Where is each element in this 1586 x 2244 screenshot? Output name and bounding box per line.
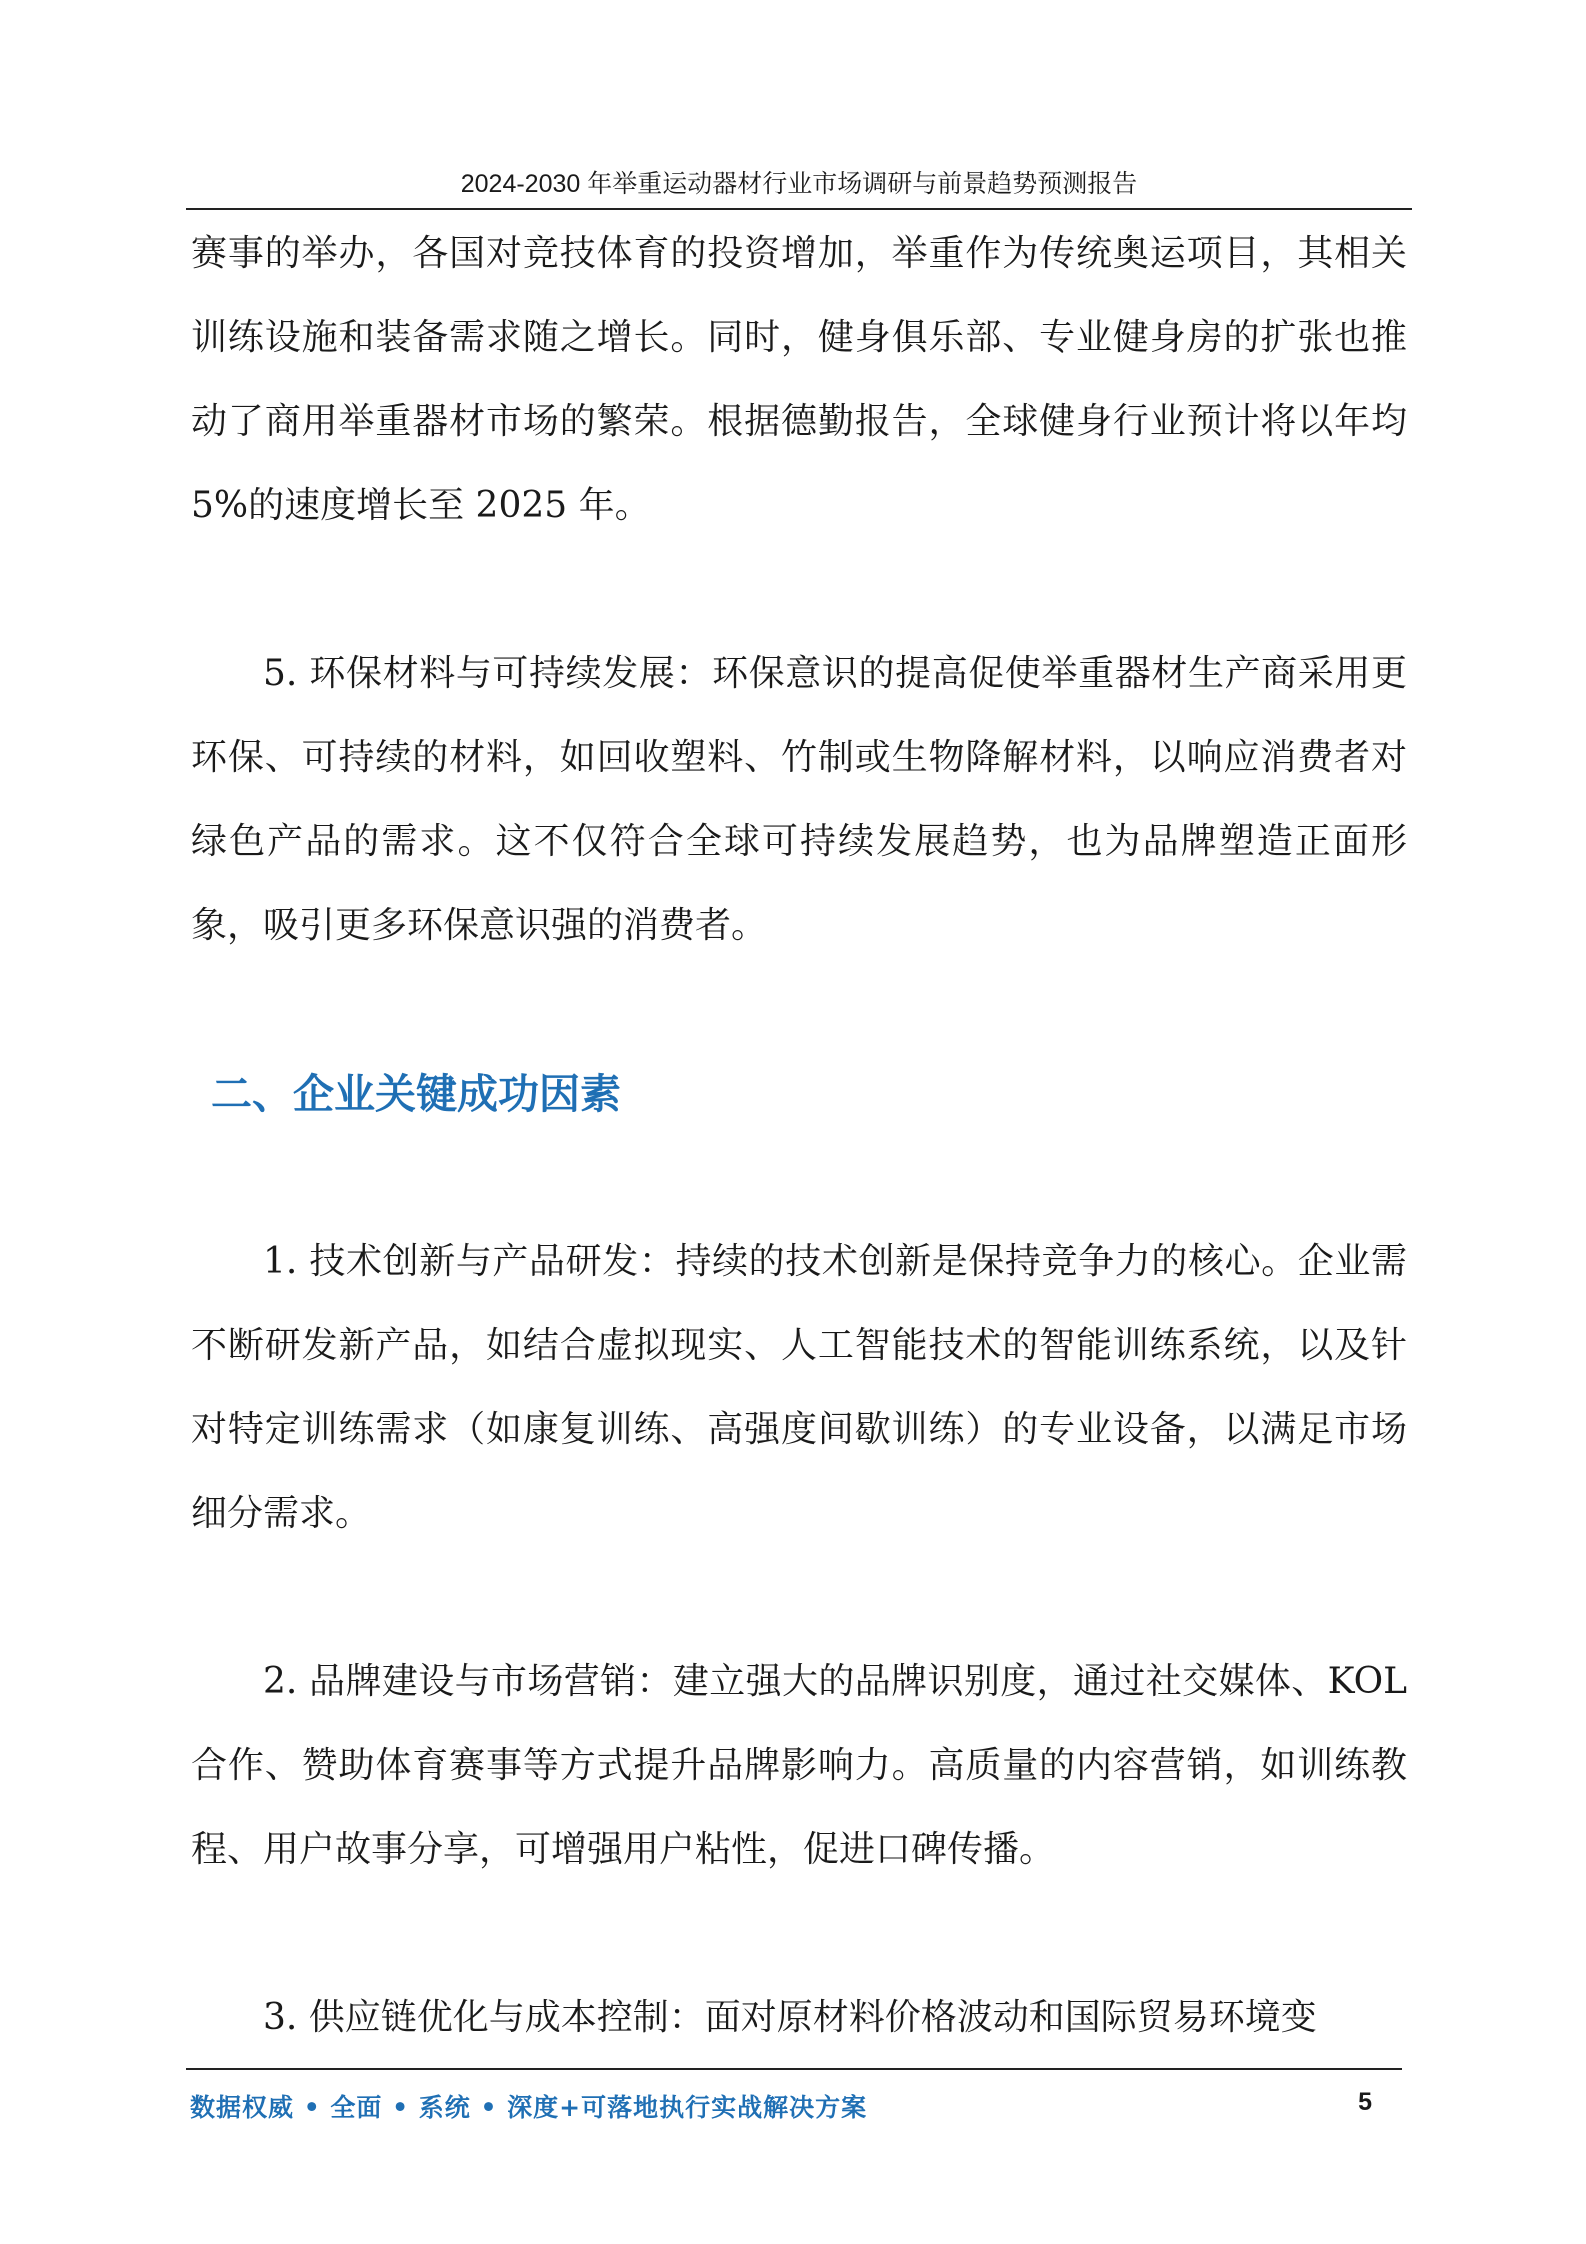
paragraph-continued: 赛事的举办，各国对竞技体育的投资增加，举重作为传统奥运项目，其相关训练设施和装备需求随之增长。同时，健身俱乐部、专业健身房的扩张也推动了商用举重器材市场的繁荣。根据德勤报告，全球健身行业预计将以年均 5%的速度增长至 2025 年。 [191,233,1407,526]
report-title: 2024-2030 年举重运动器材行业市场调研与前景趋势预测报告 [460,170,1138,198]
footer-slogan: 数据权威 • 全面 • 系统 • 深度+可落地执行实战解决方案 [190,2093,868,2122]
page-number: 5 [1358,2088,1372,2116]
page-body [191,212,1407,2060]
paragraph-factor-1: 1. 技术创新与产品研发：持续的技术创新是保持竞争力的核心。企业需不断研发新产品，如结合虚拟现实、人工智能技术的智能训练系统，以及针对特定训练需求（如康复训练、高强度间歇训练）的专业设备，以满足市场细分需求。 [191,1241,1407,1534]
section-heading: 二、企业关键成功因素 [211,1070,621,1118]
page-header [186,166,1412,210]
paragraph-factor-3: 3. 供应链优化与成本控制：面对原材料价格波动和国际贸易环境变 [263,1997,1317,2038]
paragraph-factor-2: 2. 品牌建设与市场营销：建立强大的品牌识别度，通过社交媒体、KOL 合作、赞助体育赛事等方式提升品牌影响力。高质量的内容营销，如训练教程、用户故事分享，可增强用户粘性，促进口碑传播。 [191,1661,1407,1870]
spacer [191,968,1407,1052]
page-footer [186,2068,1402,2122]
paragraph-item-5: 5. 环保材料与可持续发展：环保意识的提高促使举重器材生产商采用更环保、可持续的材料，如回收塑料、竹制或生物降解材料，以响应消费者对绿色产品的需求。这不仅符合全球可持续发展趋势，也为品牌塑造正面形象，吸引更多环保意识强的消费者。 [191,653,1407,946]
spacer [191,1556,1407,1640]
spacer [191,1136,1407,1220]
spacer [191,1892,1407,1976]
spacer [191,548,1407,632]
